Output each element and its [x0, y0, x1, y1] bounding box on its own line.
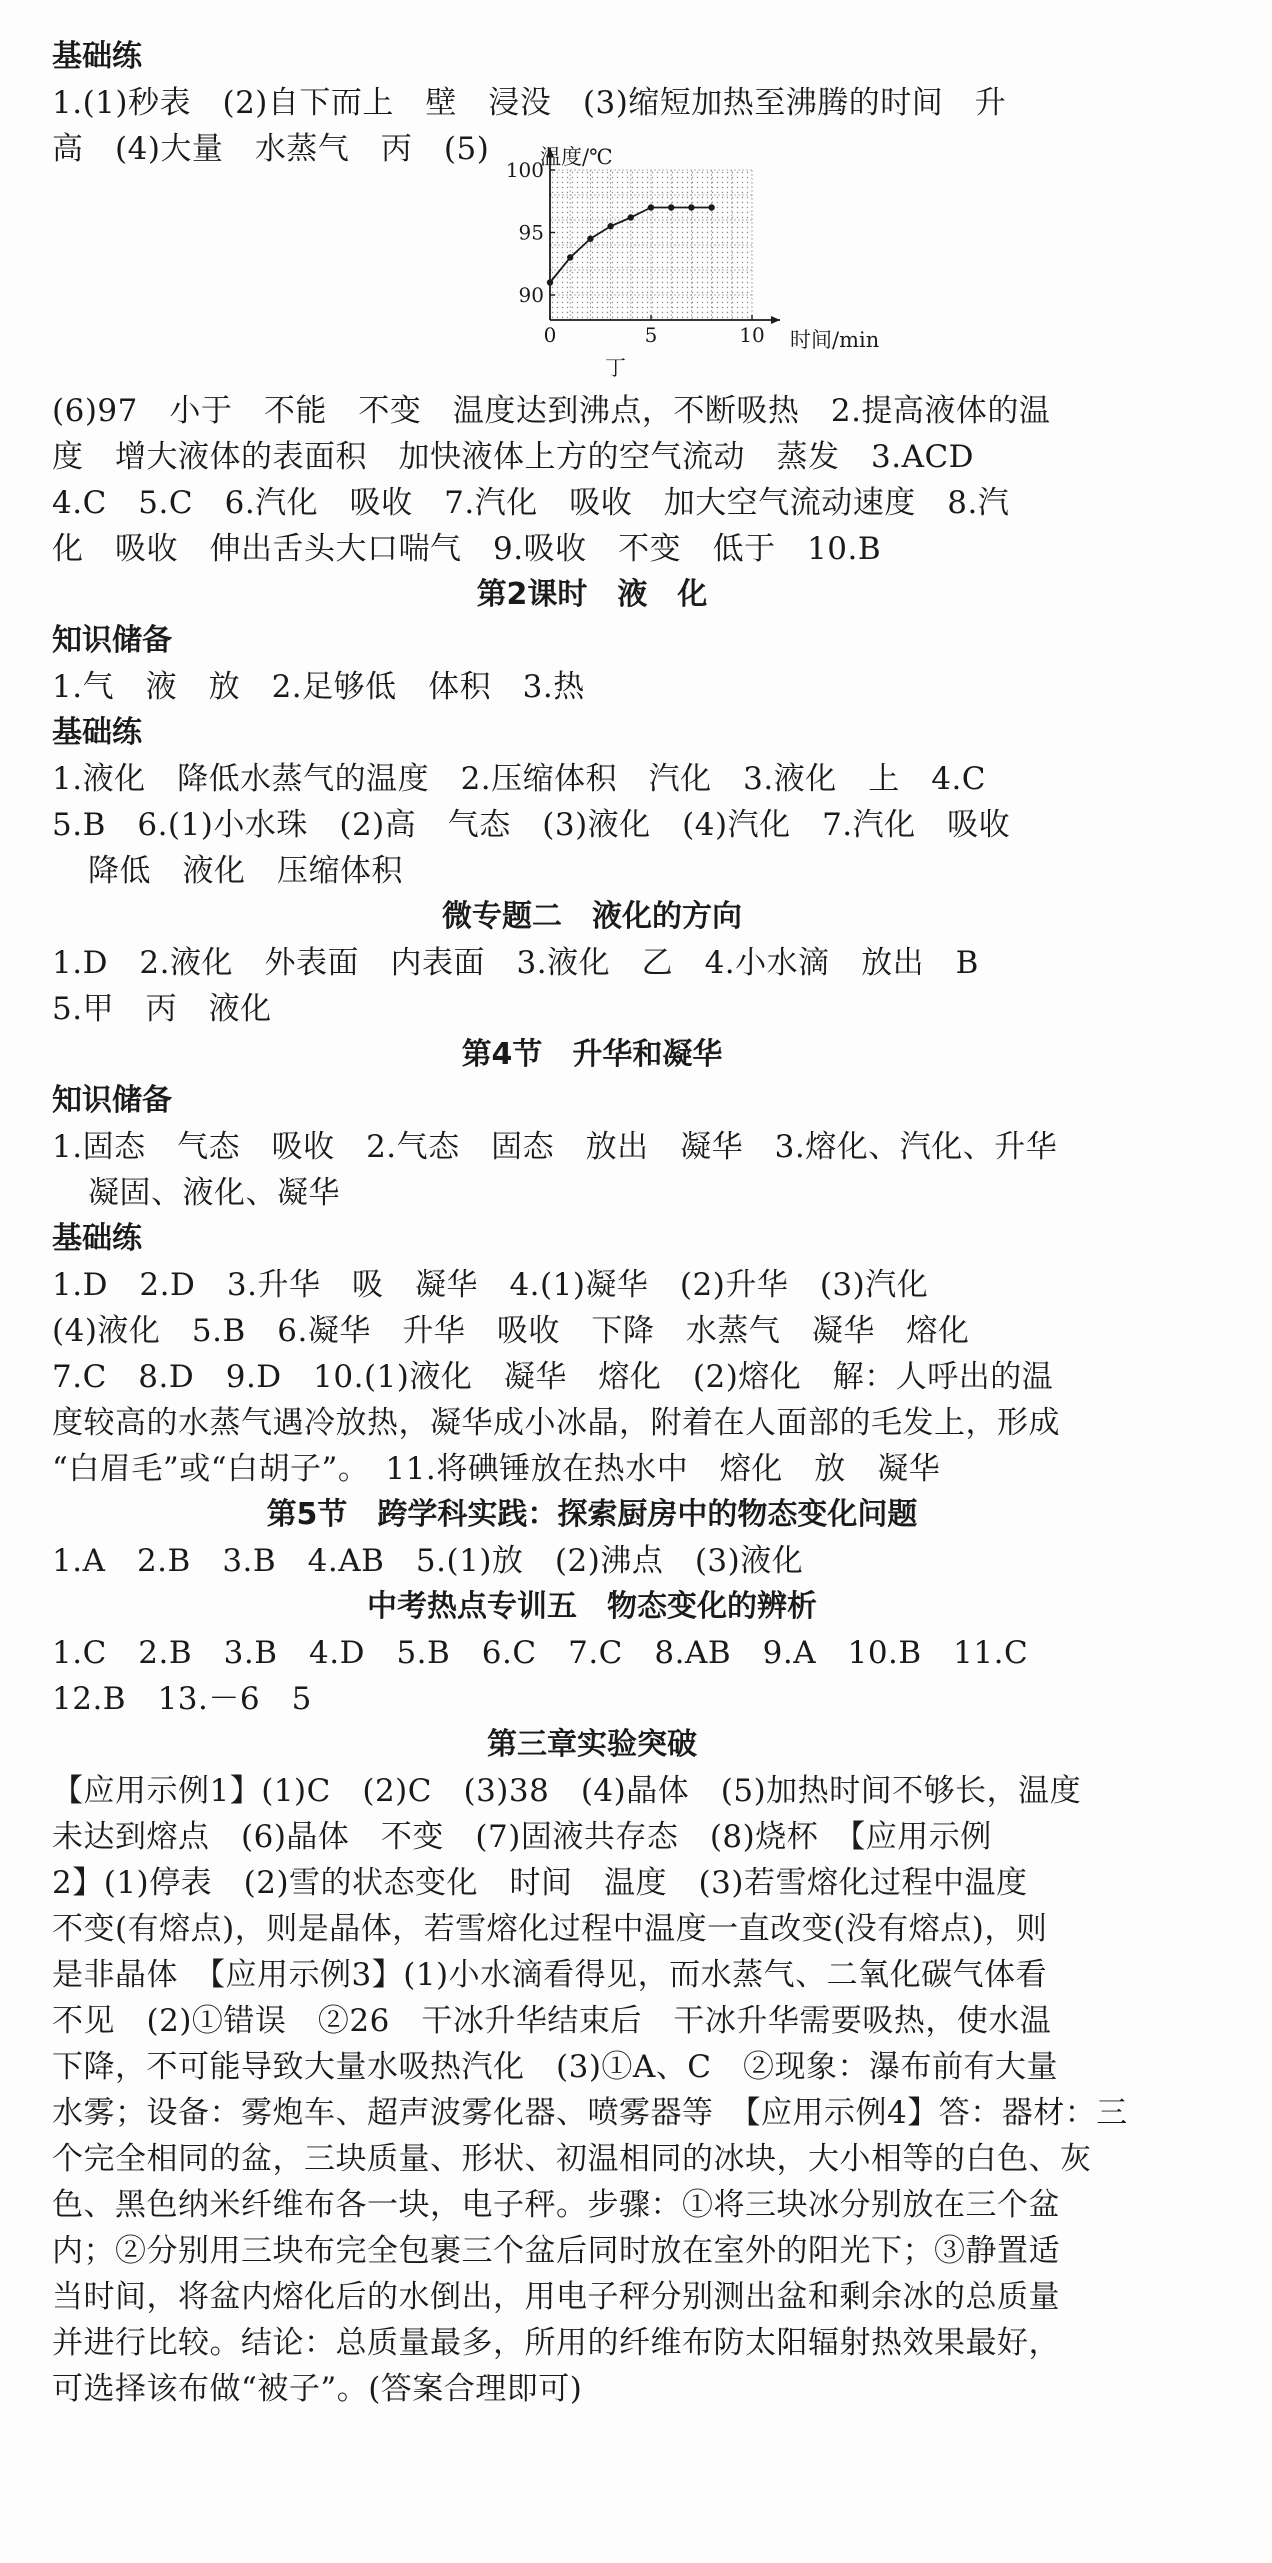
answer-line: 并进行比较。结论：总质量最多，所用的纤维布防太阳辐射热效果最好， — [52, 2325, 1060, 2361]
answer-line: 1.C 2.B 3.B 4.D 5.B 6.C 7.C 8.AB 9.A 10.B 11.C — [52, 1635, 1029, 1671]
answer-line: “白眉毛”或“白胡子”。 11.将碘锤放在热水中 熔化 放 凝华 — [52, 1451, 941, 1487]
experiment-title: 第三章实验突破 — [487, 1727, 697, 1762]
answer-line: 1.(1)秒表 (2)自下而上 壁 浸没 (3)缩短加热至沸腾的时间 升 — [52, 85, 1007, 121]
section-heading-knowledge-1: 知识储备 — [52, 623, 172, 658]
hot-topic-title: 中考热点专训五 物态变化的辨析 — [367, 1589, 817, 1624]
answer-line: 1.D 2.D 3.升华 吸 凝华 4.(1)凝华 (2)升华 (3)汽化 — [52, 1267, 929, 1303]
section-heading-basic-practice-2: 基础练 — [52, 715, 142, 750]
data-point — [587, 236, 593, 242]
answer-line: 水雾；设备：雾炮车、超声波雾化器、喷雾器等 【应用示例4】答：器材：三 — [52, 2095, 1128, 2131]
data-point — [648, 204, 654, 210]
answer-line: 【应用示例1】(1)C (2)C (3)38 (4)晶体 (5)加热时间不够长，温度 — [52, 1773, 1082, 1809]
answer-line: 色、黑色纳米纤维布各一块，电子秤。步骤：①将三块冰分别放在三个盆 — [52, 2187, 1060, 2223]
section-4-title: 第4节 升华和凝华 — [461, 1037, 723, 1072]
answer-line: 4.C 5.C 6.汽化 吸收 7.汽化 吸收 加大空气流动速度 8.汽 — [52, 485, 1010, 521]
data-point — [668, 204, 674, 210]
answer-line: 1.A 2.B 3.B 4.AB 5.(1)放 (2)沸点 (3)液化 — [52, 1543, 804, 1579]
temperature-time-chart — [490, 120, 950, 382]
y-axis-label: 温度/℃ — [540, 145, 613, 169]
answer-line: 下降，不可能导致大量水吸热汽化 (3)①A、C ②现象：瀑布前有大量 — [52, 2049, 1059, 2085]
data-point — [708, 204, 714, 210]
x-tick-label: 0 — [543, 323, 557, 347]
data-point — [688, 204, 694, 210]
section-heading-basic-practice-3: 基础练 — [52, 1221, 142, 1256]
answer-line: 5.B 6.(1)小水珠 (2)高 气态 (3)液化 (4)汽化 7.汽化 吸收 — [52, 807, 1011, 843]
answer-line: 1.液化 降低水蒸气的温度 2.压缩体积 汽化 3.液化 上 4.C — [52, 761, 987, 797]
answer-line: 1.气 液 放 2.足够低 体积 3.热 — [52, 669, 585, 705]
answer-line: 12.B 13.－6 5 — [52, 1681, 312, 1717]
micro-topic-title: 微专题二 液化的方向 — [442, 899, 742, 934]
answer-line: 度较高的水蒸气遇冷放热，凝华成小冰晶，附着在人面部的毛发上，形成 — [52, 1405, 1060, 1441]
chart-block — [52, 126, 1132, 388]
answer-line: 当时间，将盆内熔化后的水倒出，用电子秤分别测出盆和剩余冰的总质量 — [52, 2279, 1060, 2315]
lesson-title: 第2课时 液 化 — [476, 577, 708, 612]
content-column — [52, 34, 1132, 2412]
answer-line: 1.固态 气态 吸收 2.气态 固态 放出 凝华 3.熔化、汽化、升华 — [52, 1129, 1058, 1165]
answer-line: 高 (4)大量 水蒸气 丙 (5) — [52, 131, 490, 167]
answer-line: 可选择该布做“被子”。(答案合理即可) — [52, 2371, 583, 2407]
section-5-title: 第5节 跨学科实践：探索厨房中的物态变化问题 — [266, 1497, 918, 1532]
answer-line: 降低 液化 压缩体积 — [88, 853, 403, 889]
data-point — [607, 223, 613, 229]
x-tick-label: 10 — [739, 323, 765, 347]
answer-line: 2】(1)停表 (2)雪的状态变化 时间 温度 (3)若雪熔化过程中温度 — [52, 1865, 1028, 1901]
answer-line: 未达到熔点 (6)晶体 不变 (7)固液共存态 (8)烧杯 【应用示例 — [52, 1819, 992, 1855]
y-tick-label: 100 — [505, 158, 544, 182]
answer-line: (4)液化 5.B 6.凝华 升华 吸收 下降 水蒸气 凝华 熔化 — [52, 1313, 970, 1349]
data-point — [628, 214, 634, 220]
answer-line: 凝固、液化、凝华 — [88, 1175, 340, 1211]
answer-line: 5.甲 丙 液化 — [52, 991, 272, 1027]
section-heading-knowledge-2: 知识储备 — [52, 1083, 172, 1118]
plot-area — [506, 148, 780, 347]
answer-line: 个完全相同的盆，三块质量、形状、初温相同的冰块，大小相等的白色、灰 — [52, 2141, 1092, 2177]
data-point — [547, 279, 553, 285]
y-tick-label: 95 — [518, 220, 544, 245]
x-axis-label: 时间/min — [790, 328, 880, 352]
x-tick-label: 5 — [644, 323, 658, 347]
y-tick-label: 90 — [518, 283, 544, 307]
answer-line: 内；②分别用三块布完全包裹三个盆后同时放在室外的阳光下；③静置适 — [52, 2233, 1060, 2269]
answer-line: 7.C 8.D 9.D 10.(1)液化 凝华 熔化 (2)熔化 解：人呼出的温 — [52, 1359, 1054, 1395]
answer-line: 1.D 2.液化 外表面 内表面 3.液化 乙 4.小水滴 放出 B — [52, 945, 979, 981]
x-axis-arrow — [771, 316, 780, 324]
answer-line: 是非晶体 【应用示例3】(1)小水滴看得见，而水蒸气、二氧化碳气体看 — [52, 1957, 1048, 1993]
section-heading-basic-practice-1: 基础练 — [52, 39, 142, 74]
answer-line: (6)97 小于 不能 不变 温度达到沸点，不断吸热 2.提高液体的温 — [52, 393, 1051, 429]
answer-line: 不变(有熔点)，则是晶体，若雪熔化过程中温度一直改变(没有熔点)，则 — [52, 1911, 1048, 1947]
answer-line: 不见 (2)①错误 ②26 干冰升华结束后 干冰升华需要吸热，使水温 — [52, 2003, 1052, 2039]
chart-caption: 丁 — [605, 356, 626, 380]
answer-line: 化 吸收 伸出舌头大口喘气 9.吸收 不变 低于 10.B — [52, 531, 882, 567]
data-point — [567, 254, 573, 260]
answer-line: 度 增大液体的表面积 加快液体上方的空气流动 蒸发 3.ACD — [52, 439, 975, 475]
